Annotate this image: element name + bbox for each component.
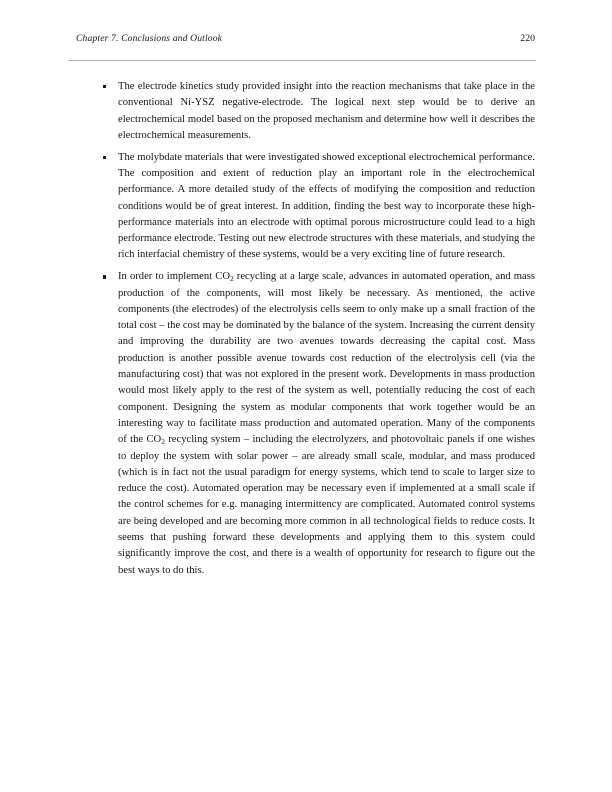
page-body [76,79,535,579]
bullet-point-icon [103,275,106,278]
subscript: 2 [229,274,234,284]
bullet-molybdate-materials [76,150,535,264]
header-divider-rule [68,60,536,61]
paragraph-text: The electrode kinetics study provided insight into the reaction mechanisms that take place in the conventional Ni-YSZ negative-electrode. The logical next step would be to derive an electrochemical model based on the proposed mechanism and determine how well it describes the electrochemical measurements. [118,81,535,141]
bullet-point-icon [103,156,106,159]
bullet-co2-recycling-scaleup [76,269,535,579]
header-page-number: 220 [520,33,535,44]
header-chapter-title: Chapter 7. Conclusions and Outlook [76,33,223,44]
paragraph-text: The molybdate materials that were investigated showed exceptional electrochemical performance. The composition and extent of reduction play an important role in the electrochemical performance. A more detailed study of the effects of modifying the composition and reduction conditions would be of great interest. In addition, finding the best way to incorporate these high-performance materials into an electrode with optimal porous microstructure could lead to a high performance electrode. Testing out new electrode structures with these materials, and studying the rich interfacial chemistry of these systems, would be a very exciting line of future research. [118,151,535,261]
bullet-list [76,79,535,579]
subscript: 2 [161,437,165,447]
paragraph-text: In order to implement $CO_2$ recycling at a large scale, advances in automated operation, and mass production of the components, will most likely be necessary. As mentioned, the active components (the electrodes) of the electrolysis cells seem to only make up a small fraction of the total cost – the cost may be dominated by the balance of the system. Increasing the current density and improving the durability are two avenues towards decreasing the capital cost. Mass production is another possible avenue towards cost reduction of the electrolysis cell (via the manufacturing cost) that was not explored in the present work. Developments in mass production would most likely apply to the rest of the system as well, potentially reducing the cost of each component. Designing the system as modular components that work together would be an interesting way to facilitate mass production and automated operation. Many of the components of the $CO_2$ recycling system – including the electrolyzers, and photovoltaic panels if one wishes to deploy the system with solar power – are already small scale, modular, and mass produced (which is in fact not the usual paradigm for energy systems, which tend to scale to larger size to reduce the cost). Automated operation may be necessary even if implemented at a small scale if the control schemes for e.g. managing intermittency are complicated. Automated control systems are being developed and are becoming more common in all technological fields to reduce costs. It seems that pushing forward these developments and applying them to this system could significantly improve the cost, and there is a wealth of opportunity for research to figure out the best ways to do this. [118,271,535,576]
running-header [76,33,535,44]
bullet-electrode-kinetics [76,79,535,144]
bullet-point-icon [103,85,106,88]
